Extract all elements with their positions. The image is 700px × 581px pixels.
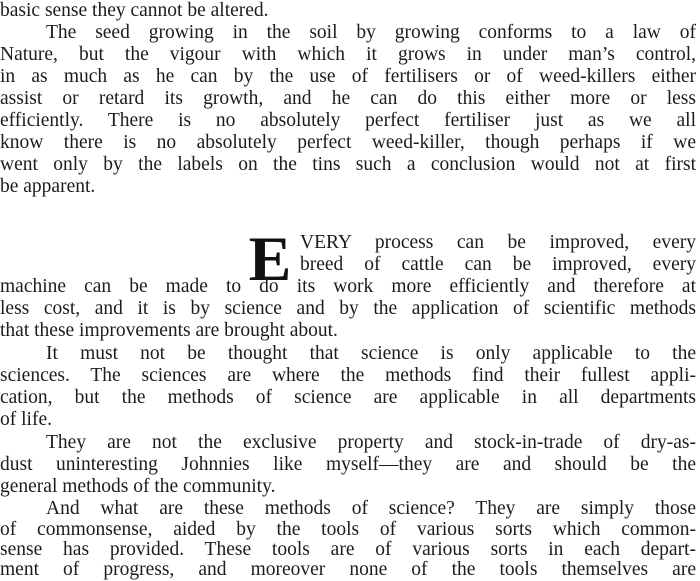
- text-line: Nature, but the vigour with which it grows in under man’s control,: [0, 44, 696, 65]
- text-line: And what are these methods of science? They are simply those: [46, 498, 696, 519]
- text-line: in as much as he can by the use of fertilisers or of weed-killers either: [0, 66, 696, 87]
- text-line: VERY process can be improved, every: [300, 232, 696, 253]
- text-line: efficiently. There is no absolutely perfect fertiliser just as we all: [0, 110, 696, 131]
- text-line: basic sense they cannot be altered.: [0, 0, 269, 21]
- text-line: The seed growing in the soil by growing conforms to a law of: [46, 22, 696, 43]
- text-line: They are not the exclusive property and stock-in-trade of dry-as-: [46, 432, 696, 453]
- text-line: machine can be made to do its work more efficiently and therefore at: [0, 276, 696, 297]
- text-line: less cost, and it is by science and by the application of scientific methods: [0, 298, 696, 319]
- text-line: cation, but the methods of science are applicable in all departments: [0, 387, 696, 408]
- text-line: sense has provided. These tools are of various sorts in each depart-: [0, 539, 696, 560]
- text-line: of life.: [0, 409, 52, 430]
- text-line: that these improvements are brought about.: [0, 320, 338, 341]
- text-line: know there is no absolutely perfect weed-killer, though perhaps if we: [0, 132, 696, 153]
- text-line: breed of cattle can be improved, every: [300, 254, 696, 275]
- text-line: went only by the labels on the tins such a conclusion would not at first: [0, 154, 696, 175]
- text-line: general methods of the community.: [0, 476, 276, 497]
- text-line: ment of progress, and moreover none of the tools themselves are: [0, 559, 696, 580]
- drop-cap: E: [248, 233, 292, 285]
- text-line: of commonsense, aided by the tools of various sorts which common-: [0, 519, 696, 540]
- text-line: sciences. The sciences are where the methods find their fullest appli-: [0, 365, 696, 386]
- text-line: assist or retard its growth, and he can do this either more or less: [0, 88, 696, 109]
- text-line: dust uninteresting Johnnies like myself—they are and should be the: [0, 454, 696, 475]
- text-line: be apparent.: [0, 176, 96, 197]
- text-line: It must not be thought that science is only applicable to the: [46, 343, 696, 364]
